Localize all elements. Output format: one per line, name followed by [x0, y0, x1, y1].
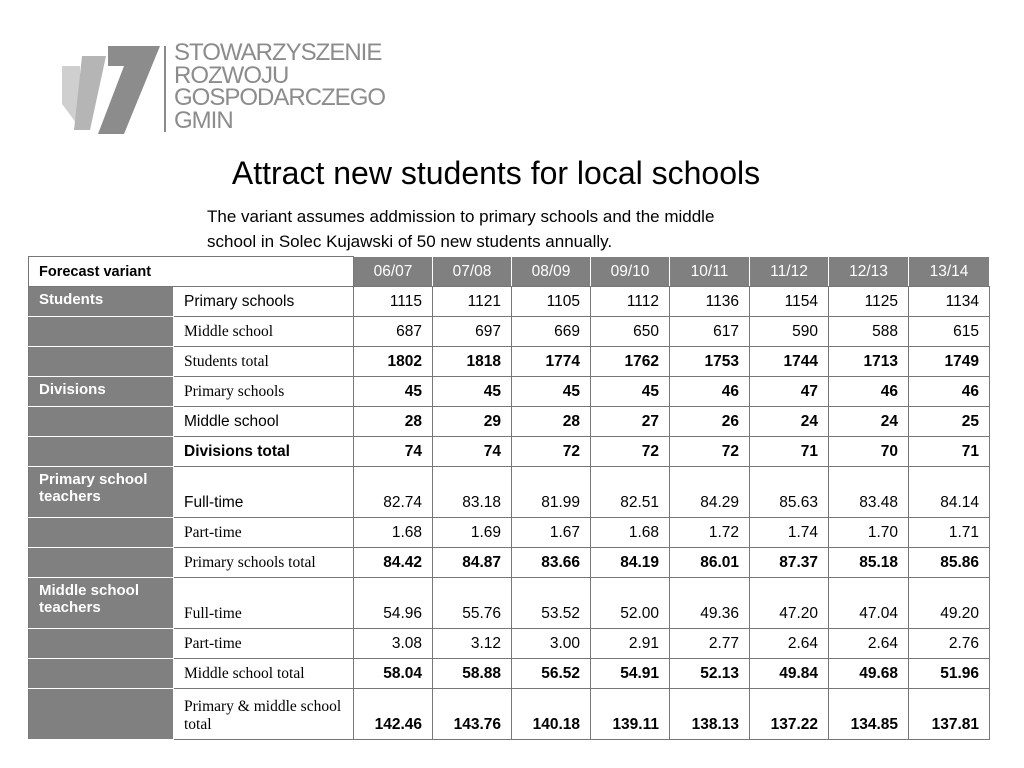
group-label-middle-teachers: Middle school teachers	[29, 578, 174, 629]
table-row	[29, 659, 990, 689]
value-cell: 1154	[750, 287, 829, 317]
value-cell: 590	[750, 317, 829, 347]
logo-line: ROZWOJU	[174, 61, 289, 89]
value-cell: 84.19	[591, 548, 670, 578]
value-cell: 26	[670, 407, 750, 437]
value-cell: 45	[354, 377, 433, 407]
value-cell: 134.85	[829, 689, 909, 740]
subtitle-line: school in Solec Kujawski of 50 new students annually.	[207, 232, 613, 251]
row-label: Full-time	[174, 467, 354, 518]
table-row	[29, 467, 990, 518]
value-cell: 1744	[750, 347, 829, 377]
value-cell: 49.20	[909, 578, 990, 629]
value-cell: 1.67	[512, 518, 591, 548]
group-spacer	[29, 407, 174, 437]
value-cell: 71	[909, 437, 990, 467]
table-row	[29, 518, 990, 548]
value-cell: 1.68	[591, 518, 670, 548]
value-cell: 72	[670, 437, 750, 467]
row-label: Middle school	[174, 317, 354, 347]
value-cell: 85.18	[829, 548, 909, 578]
value-cell: 49.36	[670, 578, 750, 629]
value-cell: 2.64	[829, 629, 909, 659]
value-cell: 142.46	[354, 689, 433, 740]
value-cell: 650	[591, 317, 670, 347]
value-cell: 46	[670, 377, 750, 407]
value-cell: 52.00	[591, 578, 670, 629]
value-cell: 84.42	[354, 548, 433, 578]
row-label: Divisions total	[174, 437, 354, 467]
year-header: 07/08	[433, 257, 512, 287]
value-cell: 1762	[591, 347, 670, 377]
value-cell: 54.96	[354, 578, 433, 629]
value-cell: 669	[512, 317, 591, 347]
table-row	[29, 287, 990, 317]
value-cell: 83.66	[512, 548, 591, 578]
group-label-students: Students	[29, 287, 174, 317]
value-cell: 87.37	[750, 548, 829, 578]
value-cell: 45	[512, 377, 591, 407]
year-header: 12/13	[829, 257, 909, 287]
row-label: Part-time	[174, 518, 354, 548]
value-cell: 70	[829, 437, 909, 467]
group-spacer	[29, 437, 174, 467]
value-cell: 47.04	[829, 578, 909, 629]
page-title-text: Attract new students for local schools	[231, 155, 761, 191]
table-row	[29, 689, 990, 740]
value-cell: 47	[750, 377, 829, 407]
value-cell: 56.52	[512, 659, 591, 689]
year-header: 11/12	[750, 257, 829, 287]
value-cell: 24	[750, 407, 829, 437]
year-header: 06/07	[354, 257, 433, 287]
group-label-primary-teachers: Primary school teachers	[29, 467, 174, 518]
value-cell: 1774	[512, 347, 591, 377]
row-label: Part-time	[174, 629, 354, 659]
value-cell: 1125	[829, 287, 909, 317]
value-cell: 137.22	[750, 689, 829, 740]
value-cell: 588	[829, 317, 909, 347]
value-cell: 2.76	[909, 629, 990, 659]
value-cell: 1.71	[909, 518, 990, 548]
value-cell: 1136	[670, 287, 750, 317]
value-cell: 51.96	[909, 659, 990, 689]
value-cell: 46	[829, 377, 909, 407]
value-cell: 53.52	[512, 578, 591, 629]
group-spacer	[29, 629, 174, 659]
value-cell: 1.74	[750, 518, 829, 548]
row-label: Middle school total	[174, 659, 354, 689]
value-cell: 1802	[354, 347, 433, 377]
row-label: Full-time	[174, 578, 354, 629]
table-row	[29, 317, 990, 347]
value-cell: 617	[670, 317, 750, 347]
value-cell: 54.91	[591, 659, 670, 689]
value-cell: 52.13	[670, 659, 750, 689]
logo-line: GOSPODARCZEGO	[174, 84, 386, 111]
value-cell: 85.63	[750, 467, 829, 518]
group-spacer	[29, 689, 174, 740]
table-row	[29, 548, 990, 578]
value-cell: 71	[750, 437, 829, 467]
header-row	[29, 257, 990, 287]
row-label: Middle school	[174, 407, 354, 437]
value-cell: 49.84	[750, 659, 829, 689]
value-cell: 84.14	[909, 467, 990, 518]
value-cell: 86.01	[670, 548, 750, 578]
value-cell: 1818	[433, 347, 512, 377]
logo-wordmark	[174, 39, 414, 134]
group-spacer	[29, 548, 174, 578]
corner-cell: Forecast variant	[29, 257, 354, 287]
page-title	[0, 155, 1024, 192]
group-spacer	[29, 659, 174, 689]
row-label: Primary schools total	[174, 548, 354, 578]
value-cell: 45	[433, 377, 512, 407]
value-cell: 697	[433, 317, 512, 347]
table-row	[29, 629, 990, 659]
value-cell: 72	[591, 437, 670, 467]
value-cell: 687	[354, 317, 433, 347]
value-cell: 143.76	[433, 689, 512, 740]
group-spacer	[29, 317, 174, 347]
value-cell: 1.72	[670, 518, 750, 548]
value-cell: 1713	[829, 347, 909, 377]
value-cell: 1.70	[829, 518, 909, 548]
value-cell: 49.68	[829, 659, 909, 689]
group-label-divisions: Divisions	[29, 377, 174, 407]
value-cell: 28	[512, 407, 591, 437]
value-cell: 83.18	[433, 467, 512, 518]
value-cell: 72	[512, 437, 591, 467]
value-cell: 84.87	[433, 548, 512, 578]
value-cell: 82.74	[354, 467, 433, 518]
value-cell: 46	[909, 377, 990, 407]
value-cell: 615	[909, 317, 990, 347]
group-spacer	[29, 518, 174, 548]
row-label: Primary schools	[174, 377, 354, 407]
logo-mark	[62, 44, 162, 136]
value-cell: 3.08	[354, 629, 433, 659]
value-cell: 25	[909, 407, 990, 437]
value-cell: 137.81	[909, 689, 990, 740]
value-cell: 1134	[909, 287, 990, 317]
row-label: Primary & middle school total	[174, 689, 354, 740]
value-cell: 55.76	[433, 578, 512, 629]
value-cell: 1753	[670, 347, 750, 377]
value-cell: 139.11	[591, 689, 670, 740]
logo-divider	[164, 46, 166, 132]
value-cell: 1.68	[354, 518, 433, 548]
year-header: 09/10	[591, 257, 670, 287]
value-cell: 45	[591, 377, 670, 407]
subtitle	[207, 204, 827, 254]
value-cell: 138.13	[670, 689, 750, 740]
value-cell: 2.91	[591, 629, 670, 659]
value-cell: 85.86	[909, 548, 990, 578]
value-cell: 84.29	[670, 467, 750, 518]
value-cell: 29	[433, 407, 512, 437]
value-cell: 2.64	[750, 629, 829, 659]
logo-line: STOWARZYSZENIE	[174, 39, 382, 66]
subtitle-line: The variant assumes addmission to primary schools and the middle	[207, 207, 715, 226]
value-cell: 3.00	[512, 629, 591, 659]
value-cell: 58.04	[354, 659, 433, 689]
year-header: 10/11	[670, 257, 750, 287]
value-cell: 2.77	[670, 629, 750, 659]
value-cell: 1.69	[433, 518, 512, 548]
row-label: Primary schools	[174, 287, 354, 317]
table-row	[29, 407, 990, 437]
value-cell: 58.88	[433, 659, 512, 689]
value-cell: 82.51	[591, 467, 670, 518]
year-header: 08/09	[512, 257, 591, 287]
table-row	[29, 347, 990, 377]
row-label: Students total	[174, 347, 354, 377]
value-cell: 140.18	[512, 689, 591, 740]
value-cell: 1112	[591, 287, 670, 317]
table-row	[29, 377, 990, 407]
value-cell: 1105	[512, 287, 591, 317]
value-cell: 1115	[354, 287, 433, 317]
table-row	[29, 437, 990, 467]
value-cell: 81.99	[512, 467, 591, 518]
table-row	[29, 578, 990, 629]
value-cell: 3.12	[433, 629, 512, 659]
value-cell: 74	[433, 437, 512, 467]
logo-line: GMIN	[174, 106, 233, 134]
value-cell: 74	[354, 437, 433, 467]
group-spacer	[29, 347, 174, 377]
value-cell: 1749	[909, 347, 990, 377]
forecast-table	[28, 256, 990, 740]
value-cell: 47.20	[750, 578, 829, 629]
value-cell: 1121	[433, 287, 512, 317]
year-header: 13/14	[909, 257, 990, 287]
value-cell: 28	[354, 407, 433, 437]
value-cell: 83.48	[829, 467, 909, 518]
value-cell: 27	[591, 407, 670, 437]
value-cell: 24	[829, 407, 909, 437]
